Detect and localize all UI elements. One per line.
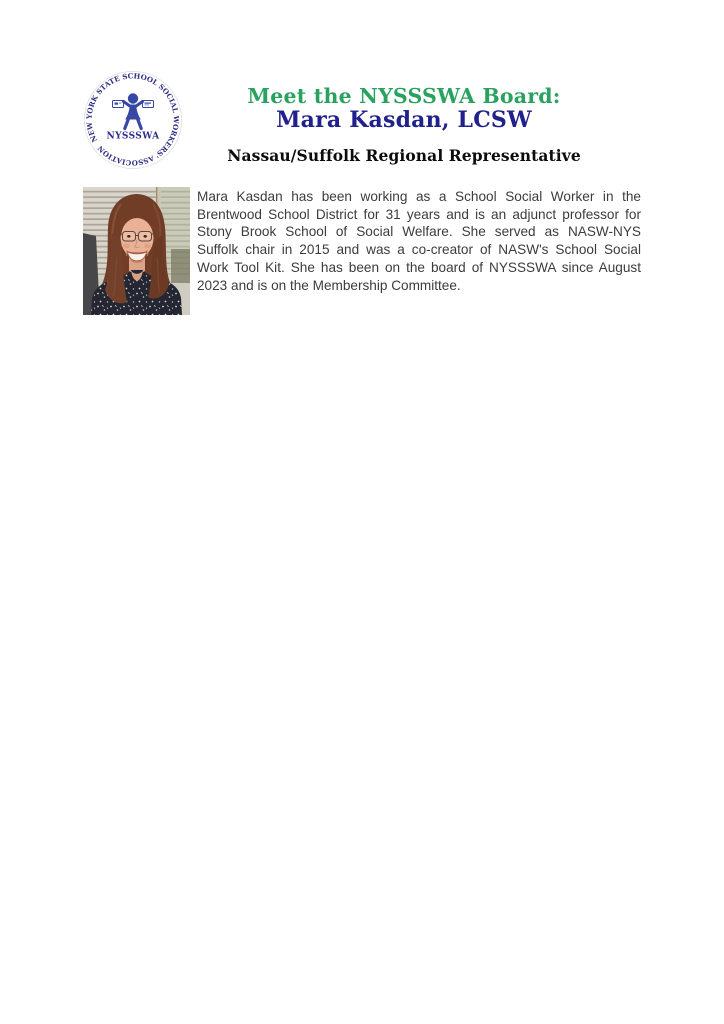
bio-line: Suffolk chair in 2015 and was a co-creator of NASW's School Social [197, 242, 641, 258]
portrait-photo [83, 187, 190, 315]
page-header [184, 84, 624, 165]
logo-acronym: NYSSSWA [106, 131, 160, 142]
bio-line: Work Tool Kit. She has been on the board of NYSSSWA since August [197, 259, 641, 275]
bio-line: Mara Kasdan has been working as a School Social Worker in the [197, 189, 641, 204]
bio-line: Stony Brook School of Social Welfare. She served as NASW-NYS [197, 224, 641, 240]
portrait-photo-graphic [83, 187, 190, 315]
nysswa-logo-graphic [83, 70, 183, 170]
logo-arc-text: NEW YORK STATE SCHOOL SOCIAL WORKERS' ASSOCIATION [84, 71, 181, 168]
heading-line1: Meet the NYSSSWA Board: [247, 84, 561, 108]
bio-line: Brentwood School District for 31 years and is an adjunct professor for [197, 206, 641, 222]
nysswa-logo [83, 70, 183, 170]
heading-line2: Mara Kasdan, LCSW [276, 107, 532, 133]
heading-subtitle: Nassau/Suffolk Regional Representative [227, 146, 581, 165]
bio-paragraph [197, 188, 641, 294]
bio-line: 2023 and is on the Membership Committee. [197, 277, 461, 293]
